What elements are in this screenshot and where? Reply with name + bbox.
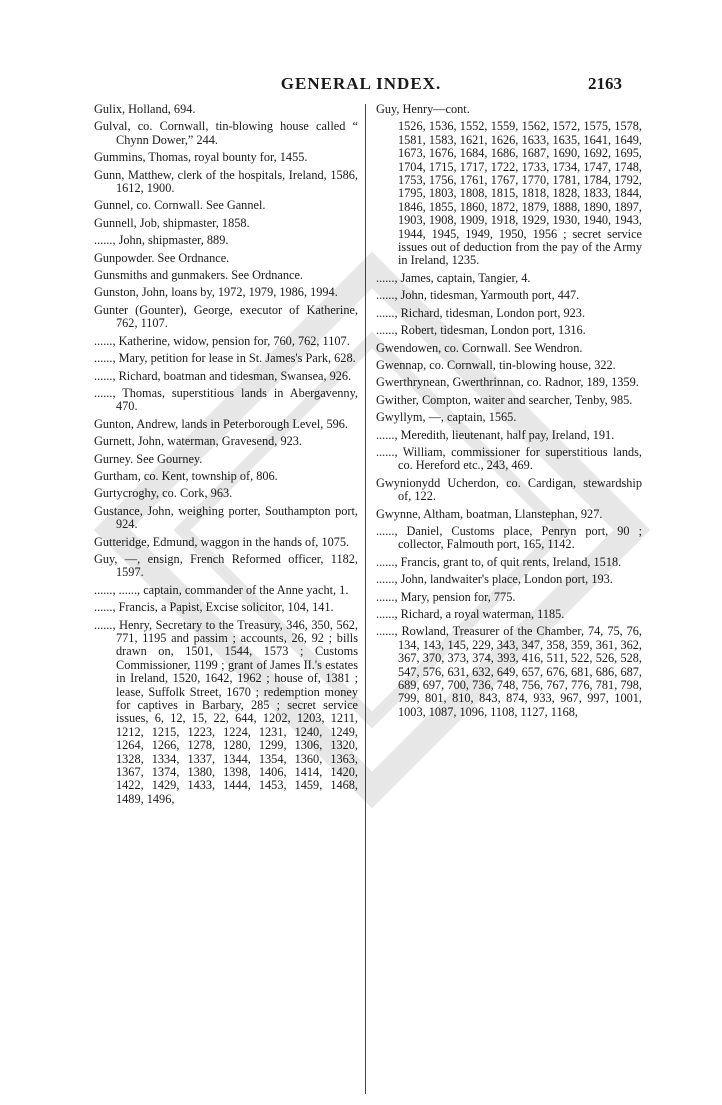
index-entry: ......, Richard, tidesman, London port, 923. — [376, 305, 586, 320]
index-entry: Gunnell, Job, shipmaster, 1858. — [94, 215, 250, 230]
index-entry: ......, Francis, a Papist, Excise solicitor, 104, 141. — [94, 600, 334, 615]
index-entry: ......, William, commissioner for superstitious lands, co. Hereford etc., 243, 469. — [376, 444, 642, 473]
index-entry: ......, John, tidesman, Yarmouth port, 447. — [376, 288, 580, 303]
index-entry: ......, Henry, Secretary to the Treasury, 346, 350, 562, 771, 1195 and passim ; accounts, 26, 92 ; bills drawn on, 1501, 1544, 1573 ; Customs Commissioner, 1199 ; grant of James II.'s estates in Ireland, 1520, 1642, 1962 ; house of, 1381 ; lease, Suffolk Street, 1670 ; redemption money for captives in Barbary, 285 ; secret service issues, 6, 12, 15, 22, 644, 1202, 1203, 1211, 1212, 1215, 1223, 1224, 1231, 1240, 1249, 1264, 1266, 1278, 1280, 1299, 1306, 1320, 1328, 1334, 1337, 1344, 1354, 1360, 1363, 1367, 1374, 1380, 1398, 1406, 1414, 1420, 1422, 1429, 1433, 1444, 1453, 1459, 1468, 1489, 1496, — [94, 617, 358, 806]
index-entry: Gurtycroghy, co. Cork, 963. — [94, 486, 233, 501]
index-entry: Gwyllym, —, captain, 1565. — [376, 410, 517, 425]
index-entry: ......, Thomas, superstitious lands in Abergavenny, 470. — [94, 385, 358, 414]
index-entry: ......, Richard, boatman and tidesman, Swansea, 926. — [94, 368, 352, 383]
index-entry: Gulix, Holland, 694. — [94, 103, 196, 116]
index-entry: Gwynionydd Ucherdon, co. Cardigan, stewardship of, 122. — [376, 475, 642, 504]
index-entry: Gutteridge, Edmund, waggon in the hands of, 1075. — [94, 534, 350, 549]
index-entry: ......, John, landwaiter's place, London port, 193. — [376, 572, 613, 587]
index-entry: ......, Richard, a royal waterman, 1185. — [376, 607, 565, 621]
index-entry: Gwendowen, co. Cornwall. See Wendron. — [376, 340, 583, 355]
index-entry: Gunsmiths and gunmakers. See Ordnance. — [94, 268, 303, 283]
index-entry: ......, Daniel, Customs place, Penryn port, 90 ; collector, Falmouth port, 165, 1142. — [376, 523, 642, 552]
index-entry: Gurtham, co. Kent, township of, 806. — [94, 468, 278, 483]
index-entry: Gunpowder. See Ordnance. — [94, 250, 230, 265]
page-number: 2163 — [588, 74, 622, 93]
index-entry: ......, Francis, grant to, of quit rents, Ireland, 1518. — [376, 554, 622, 569]
index-entry: Gunnel, co. Cornwall. See Gannel. — [94, 198, 266, 213]
index-entry: Gwennap, co. Cornwall, tin-blowing house, 322. — [376, 357, 616, 372]
index-entry: Gummins, Thomas, royal bounty for, 1455. — [94, 150, 308, 165]
index-entry: Gunter (Gounter), George, executor of Katherine, 762, 1107. — [94, 302, 358, 331]
page-title: GENERAL INDEX. — [280, 74, 442, 93]
index-entry: Gurney. See Gourney. — [94, 451, 203, 466]
index-entry: ......, Robert, tidesman, London port, 1316. — [376, 323, 586, 338]
page-header — [0, 74, 722, 100]
index-entry: ......, Mary, petition for lease in St. James's Park, 628. — [94, 351, 356, 366]
index-entry: Gwerthrynean, Gwerthrinnan, co. Radnor, 189, 1359. — [376, 375, 639, 390]
index-entry-continued-heading: Guy, Henry—cont. — [376, 103, 470, 116]
index-entry: Gunn, Matthew, clerk of the hospitals, Ireland, 1586, 1612, 1900. — [94, 167, 358, 196]
index-entry: ......, Katherine, widow, pension for, 760, 762, 1107. — [94, 333, 350, 348]
index-entry: ......, John, shipmaster, 889. — [94, 233, 229, 248]
index-entry: Guy, —, ensign, French Reformed officer, 1182, 1597. — [94, 551, 358, 580]
index-entry: Gulval, co. Cornwall, tin-blowing house called “ Chynn Dower,” 244. — [94, 119, 358, 147]
index-entry: ......, Mary, pension for, 775. — [376, 589, 516, 604]
index-entry: Gunston, John, loans by, 1972, 1979, 1986, 1994. — [94, 285, 338, 300]
index-entry-continued-numbers: 1526, 1536, 1552, 1559, 1562, 1572, 1575, 1578, 1581, 1583, 1621, 1626, 1633, 1635, 1641, 1649, 1673, 1676, 1684, 1686, 1687, 1690, 1692, 1695, 1704, 1715, 1717, 1722, 1733, 1734, 1747, 1748, 1753, 1756, 1761, 1767, 1770, 1781, 1784, 1792, 1795, 1803, 1808, 1815, 1818, 1828, 1833, 1844, 1846, 1855, 1860, 1872, 1879, 1888, 1890, 1897, 1903, 1908, 1909, 1918, 1929, 1930, 1940, 1943, 1944, 1945, 1949, 1950, 1956 ; secret service issues out of deduction from the pay of the Army in Ireland, 1235. — [398, 119, 642, 268]
index-entry: Gunton, Andrew, lands in Peterborough Level, 596. — [94, 416, 348, 431]
index-entry: Gurnett, John, waterman, Gravesend, 923. — [94, 434, 302, 449]
index-entry: ......, Meredith, lieutenant, half pay, Ireland, 191. — [376, 427, 615, 442]
index-column-right — [376, 103, 642, 1093]
index-entry: ......, Rowland, Treasurer of the Chamber, 74, 75, 76, 134, 143, 145, 229, 343, 347, 358, 359, 361, 362, 367, 370, 373, 374, 393, 416, 511, 522, 526, 528, 547, 576, 631, 632, 649, 657, 676, 681, 686, 687, 689, 697, 700, 736, 748, 756, 767, 776, 781, 798, 799, 801, 810, 843, 874, 933, 967, 997, 1001, 1003, 1087, 1096, 1108, 1127, 1168, — [376, 624, 642, 719]
index-entry: Gustance, John, weighing porter, Southampton port, 924. — [94, 503, 358, 532]
index-entry: ......, ......, captain, commander of the Anne yacht, 1. — [94, 582, 349, 597]
column-divider — [365, 104, 366, 1094]
index-entry: ......, James, captain, Tangier, 4. — [376, 270, 531, 285]
index-entry: Gwither, Compton, waiter and searcher, Tenby, 985. — [376, 392, 633, 407]
index-column-left — [94, 103, 358, 1093]
index-entry: Gwynne, Altham, boatman, Llanstephan, 927. — [376, 506, 603, 521]
